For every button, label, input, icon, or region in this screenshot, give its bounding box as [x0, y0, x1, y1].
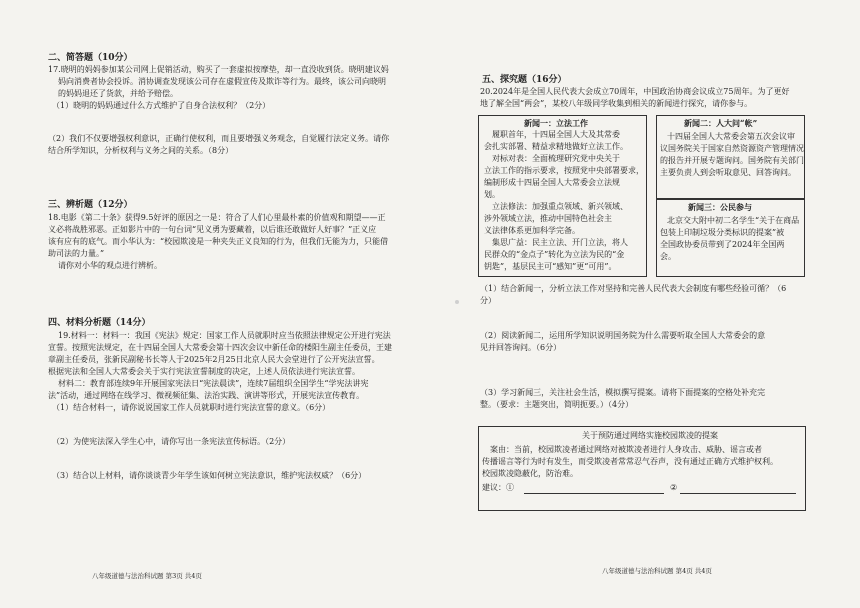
section-3-title: 三、辨析题（12分）: [48, 200, 133, 210]
proposal-line-2: 传播谣言等行为时有发生，而受欺凌者常常忍气吞声，没有通过正确方式维护权利。: [482, 457, 778, 466]
q20-sub-2-line-2: 见并回答询问。（6分）: [480, 343, 562, 352]
q19-sub-2: （2）为使宪法深入学生心中，请你写出一条宪法宣传标语。（2分）: [52, 437, 291, 446]
left-footer: 八年级道德与法治科试题 第3页 共4页: [92, 572, 202, 580]
proposal-title: 关于预防通过网络实施校园欺凌的提案: [582, 431, 718, 440]
news1-line-11: 民群众的“金点子”转化为立法为民的“金: [484, 250, 625, 259]
q17-line-1: 17.晓明的妈妈参加某公司网上促销活动，购买了一套虚拟按摩垫，却一直没收到货。晓明建议妈: [48, 65, 389, 74]
binding-hole: [455, 300, 459, 304]
q17-sub-1: （1）晓明的妈妈通过什么方式维护了自身合法权利？（2分）: [52, 101, 271, 110]
proposal-suggest: 建议：①: [482, 483, 514, 492]
q19-line-5: 材料二：教育部连续9年开展国家宪法日“宪法晨读”，连续7届组织全国学生“学宪法讲宪: [58, 379, 369, 388]
news1-line-6: 划。: [484, 190, 500, 199]
news3-line-4: 会。: [660, 252, 676, 261]
news1-line-12: 钥匙”，基层民主可“感知”更“可用”。: [484, 262, 617, 271]
q20-line-2: 地了解全国“两会”，某校八年级同学收集到相关的新闻进行探究，请你参与。: [480, 99, 753, 108]
q18-line-2: 义必将战胜邪恶。正如影片中的一句台词“见义勇为要藏着，以后谁还敢做好人好事？”正义应: [48, 225, 377, 234]
section-4-title: 四、材料分析题（14分）: [48, 318, 151, 328]
proposal-line-1: 案由：当前，校园欺凌者通过网络对被欺凌者进行人身攻击、威胁、谣言或者: [490, 445, 762, 454]
suggestion-2-blank[interactable]: [680, 493, 796, 494]
news1-line-2: 会扎实部署、精益求精地做好立法工作。: [484, 142, 628, 151]
proposal-mark-2: ②: [670, 483, 678, 492]
news1-line-4: 立法工作的指示要求，按照党中央部署要求，: [484, 166, 644, 175]
q19-sub-3: （3）结合以上材料，请你谈谈青少年学生该如何树立宪法意识，维护宪法权威？（6分）: [52, 471, 367, 480]
q20-sub-1-line-2: 分）: [480, 296, 496, 305]
q18-line-1: 18.电影《第二十条》获得9.5好评的原因之一是：符合了人们心里最朴素的价值观和期望——正: [48, 213, 386, 222]
q19-line-6: 法”活动，通过网络在线学习、微视频征集、法治实践、演讲等形式，开展宪法宣传教育。: [48, 391, 365, 400]
q19-sub-1: （1）结合材料一，请你说说国家工作人员就职时进行宪法宣誓的意义。（6分）: [52, 403, 331, 412]
q19-line-3: 章副主任委员，张新民副秘书长等人于2025年2月25日北京人民大会堂进行了公开宪法宣誓。: [48, 355, 380, 364]
q17-line-3: 的妈妈退还了货款，并给予赔偿。: [58, 89, 178, 98]
news1-line-5: 编制形成十四届全国人大常委会立法规: [484, 178, 620, 187]
q18-line-3: 该有应有的底气。而小华认为：“校园欺凌是一种夹失正义良知的行为，但我们无能为力，只能借: [48, 237, 389, 246]
news1-line-9: 义法律体系更加科学完备。: [484, 226, 580, 235]
q19-line-2: 宣誓。按照宪法规定，在十四届全国人大常委会第十四次会议中新任命的楼阳生副主任委员，王建: [48, 343, 392, 352]
q19-line-4: 根据宪法和全国人大常委会关于实行宪法宣誓制度的决定，上述人员依法进行宪法宣誓。: [48, 367, 360, 376]
news1-line-10: 集思广益：民主立法、开门立法，将人: [492, 238, 628, 247]
news3-line-2: 包装上印制垃圾分类标识的提案”被: [660, 228, 785, 237]
q18-line-4: 助司法的力量。”: [48, 249, 105, 258]
q20-sub-3-line-2: 整。（要求：主题突出，简明扼要。）（4分）: [480, 400, 634, 409]
news1-line-3: 对标对表：全面梳理研究党中央关于: [492, 154, 620, 163]
q17-sub-2-line-1: （2）我们不仅要增强权利意识，正确行使权利，而且要增强义务观念，自觉履行法定义务。请你: [48, 134, 390, 143]
right-footer: 八年级道德与法治科试题 第4页 共4页: [602, 567, 712, 575]
suggestion-1-blank[interactable]: [524, 493, 664, 494]
q17-line-2: 妈向消费者协会投诉。消协调查发现该公司存在虚假宣传及欺诈等行为。最终，该公司向晓明: [58, 77, 386, 86]
q20-sub-3-line-1: （3）学习新闻三，关注社会生活，模拟撰写提案。请将下面提案的空格处补充完: [480, 388, 766, 397]
q20-sub-1-line-1: （1）结合新闻一，分析立法工作对坚持和完善人民代表大会制度有哪些经验可循？（6: [480, 284, 787, 293]
news2-line-3: 的报告并开展专题询问。国务院有关部门: [660, 156, 804, 165]
q20-line-1: 20.2024年是全国人民代表大会成立70周年，中国政治协商会议成立75周年。为了更好: [480, 87, 790, 96]
news3-title: 新闻三：公民参与: [688, 202, 752, 212]
news2-line-2: 议国务院关于国家自然资源资产管理情况: [660, 144, 804, 153]
news3-line-1: 北京交大附中初二名学生“关于在商品: [667, 216, 800, 225]
news2-line-4: 主要负责人到会听取意见、回答询问。: [660, 168, 796, 177]
q18-line-5: 请你对小华的观点进行辨析。: [58, 261, 162, 270]
news1-line-1: 履职首年，十四届全国人大及其常委: [492, 130, 620, 139]
right-page: [430, 0, 860, 608]
section-5-title: 五、探究题（16分）: [482, 75, 567, 85]
q17-sub-2-line-2: 结合所学知识，分析权利与义务之间的关系。（8分）: [48, 146, 234, 155]
news1-line-7: 立法修法：加强重点领域、新兴领域、: [492, 202, 628, 211]
q19-line-1: 19.材料一：材料一：我国《宪法》规定：国家工作人员就职时应当依照法律规定公开进行宪法: [58, 331, 391, 340]
news1-title: 新闻一：立法工作: [524, 118, 588, 128]
section-2-title: 二、简答题（10分）: [48, 53, 133, 63]
news2-title: 新闻二：人大问“帐”: [684, 118, 758, 128]
news3-line-3: 全国政协委员带到了2024年全国两: [660, 240, 785, 249]
news2-line-1: 十四届全国人大常委会第五次会议审: [667, 132, 795, 141]
q20-sub-2-line-1: （2）阅读新闻二，运用所学知识说明国务院为什么需要听取全国人大常委会的意: [480, 331, 766, 340]
news1-line-8: 涉外领域立法，推动中国特色社会主: [484, 214, 612, 223]
proposal-line-3: 校园欺凌隐蔽化，防治难。: [482, 469, 578, 478]
